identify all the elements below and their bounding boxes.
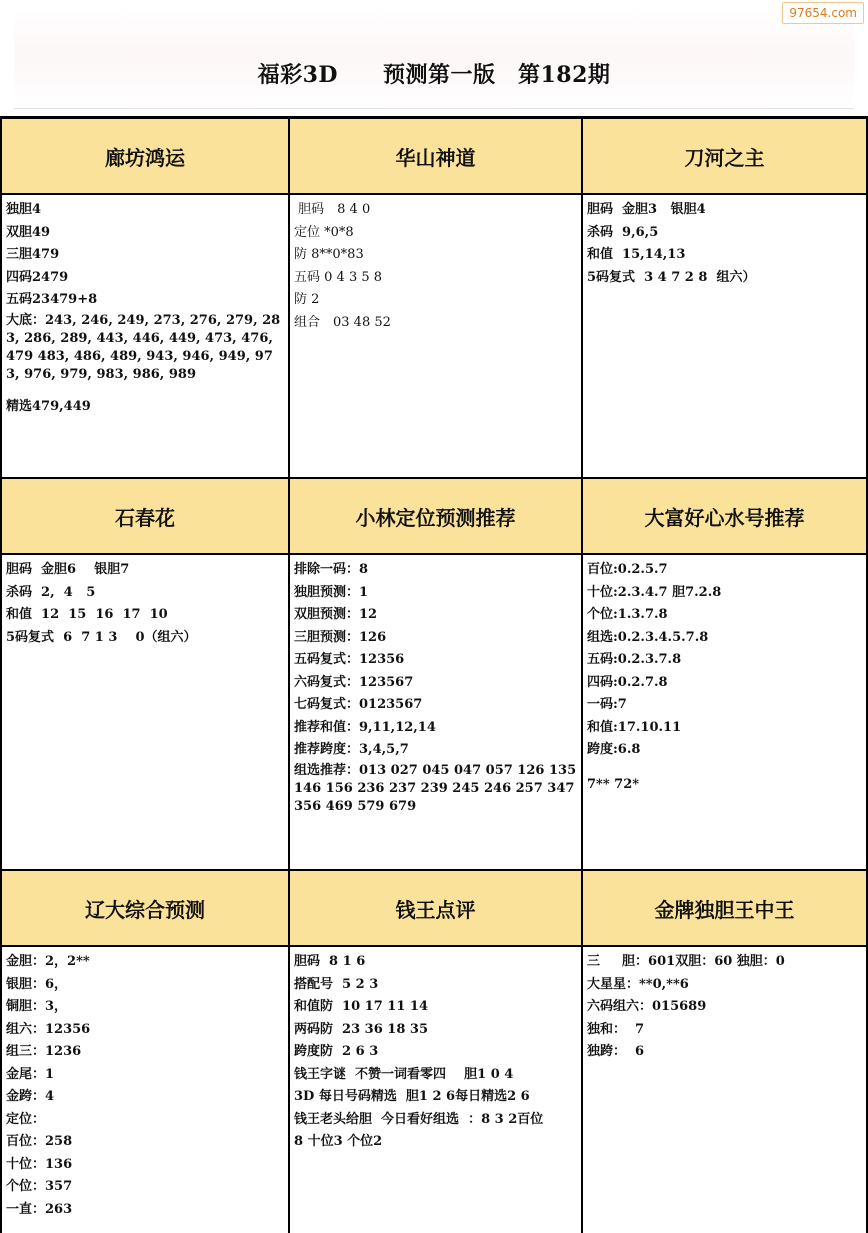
panel-title: 小林定位预测推荐 xyxy=(290,479,581,555)
list-item: 四码:0.2.7.8 xyxy=(587,674,668,690)
site-watermark: 97654.com xyxy=(782,2,864,24)
page-title: 福彩3D 预测第一版 第182期 xyxy=(257,62,611,88)
list-item: 百位：258 xyxy=(6,1134,73,1149)
list-item: 杀码 2, 4 5 xyxy=(6,584,96,600)
list-item: 十位:2.3.4.7 胆7.2.8 xyxy=(587,584,722,600)
spacer xyxy=(6,384,284,396)
panel-body xyxy=(294,951,577,1233)
panel-title: 金牌独胆王中王 xyxy=(583,871,866,947)
list-item: 胆码 8 4 0 xyxy=(294,202,371,217)
list-item: 独跨： 6 xyxy=(587,1044,645,1059)
list-item: 三胆479 xyxy=(6,247,60,262)
panel-body xyxy=(587,951,862,1233)
list-item: 和值 12 15 16 17 10 xyxy=(6,607,168,622)
list-item: 一直：263 xyxy=(6,1201,73,1217)
list-item: 双胆预测：12 xyxy=(294,607,378,622)
list-item: 钱王老头给胆 今日看好组选 ：8 3 2百位 xyxy=(294,1111,544,1127)
list-item: 搭配号 5 2 3 xyxy=(294,976,379,992)
list-item: 三 胆：601双胆：60 独胆：0 xyxy=(587,954,785,969)
list-item: 胆码 8 1 6 xyxy=(294,954,366,969)
list-item: 组选推荐：013 027 045 047 057 126 135 146 156 236 237 239 245 246 257 347 356 469 579 679 xyxy=(294,762,581,814)
panel-title: 钱王点评 xyxy=(290,871,581,947)
list-item: 六码组六：015689 xyxy=(587,999,707,1014)
panel-shichunhua xyxy=(0,479,290,871)
list-item: 五码 0 4 3 5 8 xyxy=(294,269,383,285)
list-item: 杀码 9,6,5 xyxy=(587,224,659,240)
list-item: 金跨：4 xyxy=(6,1089,55,1104)
list-item: 5码复式 6 7 1 3 0（组六） xyxy=(6,629,197,645)
list-item: 独胆预测：1 xyxy=(294,584,369,600)
list-item: 钱王字谜 不赞一词看零四 胆1 0 4 xyxy=(294,1066,514,1082)
panel-title: 华山神道 xyxy=(290,119,581,195)
panel-title: 大富好心水号推荐 xyxy=(583,479,866,555)
list-item: 银胆：6， xyxy=(6,976,68,992)
list-item: 百位:0.2.5.7 xyxy=(587,562,668,577)
list-item: 胆码 金胆3 银胆4 xyxy=(587,202,706,217)
list-item: 铜胆：3， xyxy=(6,999,68,1014)
list-item: 3D 每日号码精选 胆1 2 6每日精选2 6 xyxy=(294,1089,530,1104)
page-header xyxy=(0,0,868,116)
list-item: 十位：136 xyxy=(6,1156,73,1172)
list-item: 大底：243, 246, 249, 273, 276, 279, 283, 286, 289, 443, 446, 449, 473, 476, 479 483, 486, 489, 943, 946, 949, 973, 976, 979, 983, 986, 989 xyxy=(6,312,281,382)
list-item: 五码23479+8 xyxy=(6,292,98,307)
list-item: 和值 15,14,13 xyxy=(587,247,686,262)
list-item: 金尾：1 xyxy=(6,1066,55,1082)
header-banner xyxy=(14,8,854,109)
panel-xiaolin xyxy=(290,479,583,871)
list-item: 防 8**0*83 xyxy=(294,247,364,262)
list-item: 排除一码：8 xyxy=(294,562,369,577)
panel-jinpai xyxy=(583,871,868,1233)
list-item: 三胆预测：126 xyxy=(294,629,387,645)
panel-body xyxy=(6,951,284,1233)
panel-body xyxy=(294,559,581,869)
list-item: 胆码 金胆6 银胆7 xyxy=(6,562,130,577)
prediction-grid xyxy=(0,116,868,1231)
list-item: 两码防 23 36 18 35 xyxy=(294,1021,428,1037)
list-item: 六码复式：123567 xyxy=(294,674,414,690)
panel-title: 刀河之主 xyxy=(583,119,866,195)
list-item: 组合 03 48 52 xyxy=(294,314,391,330)
panel-daohe xyxy=(583,119,868,479)
list-item: 7** 72* xyxy=(587,776,640,792)
panel-body xyxy=(6,199,284,477)
list-item: 组选:0.2.3.4.5.7.8 xyxy=(587,629,709,645)
list-item: 一码:7 xyxy=(587,697,627,712)
list-item: 四码2479 xyxy=(6,269,69,285)
list-item: 跨度:6.8 xyxy=(587,742,641,757)
panel-body xyxy=(294,199,577,477)
list-item: 大星星：**0,**6 xyxy=(587,976,689,992)
list-item: 5码复式 3 4 7 2 8 组六） xyxy=(587,269,756,285)
list-item: 定位： xyxy=(6,1111,46,1127)
panel-qianwang xyxy=(290,871,583,1233)
panel-title: 辽大综合预测 xyxy=(2,871,288,947)
panel-body xyxy=(587,559,862,869)
list-item: 五码复式：12356 xyxy=(294,652,405,667)
list-item: 双胆49 xyxy=(6,224,51,240)
panel-body xyxy=(6,559,284,869)
spacer xyxy=(587,762,862,774)
list-item: 定位 *0*8 xyxy=(294,224,354,240)
panel-dafu xyxy=(583,479,868,871)
list-item: 独和： 7 xyxy=(587,1021,645,1037)
panel-huashan xyxy=(290,119,583,479)
panel-liaoda xyxy=(0,871,290,1233)
list-item: 个位:1.3.7.8 xyxy=(587,607,668,622)
list-item: 和值防 10 17 11 14 xyxy=(294,999,428,1014)
list-item: 独胆4 xyxy=(6,202,42,217)
panel-langfang xyxy=(0,119,290,479)
list-item: 五码:0.2.3.7.8 xyxy=(587,652,682,667)
list-item: 组六：12356 xyxy=(6,1021,91,1037)
list-item: 防 2 xyxy=(294,292,320,307)
list-item: 个位：357 xyxy=(6,1179,73,1194)
panel-title: 石春花 xyxy=(2,479,288,555)
list-item: 组三：1236 xyxy=(6,1044,82,1059)
list-item: 8 十位3 个位2 xyxy=(294,1134,383,1149)
panel-body xyxy=(587,199,862,477)
list-item: 和值:17.10.11 xyxy=(587,719,682,735)
list-item: 推荐跨度：3,4,5,7 xyxy=(294,742,409,757)
list-item: 金胆：2，2** xyxy=(6,954,90,969)
list-item: 推荐和值：9,11,12,14 xyxy=(294,719,436,735)
list-item: 跨度防 2 6 3 xyxy=(294,1044,379,1059)
panel-title: 廊坊鸿运 xyxy=(2,119,288,195)
list-item: 精选479,449 xyxy=(6,398,91,414)
list-item: 七码复式：0123567 xyxy=(294,697,423,712)
